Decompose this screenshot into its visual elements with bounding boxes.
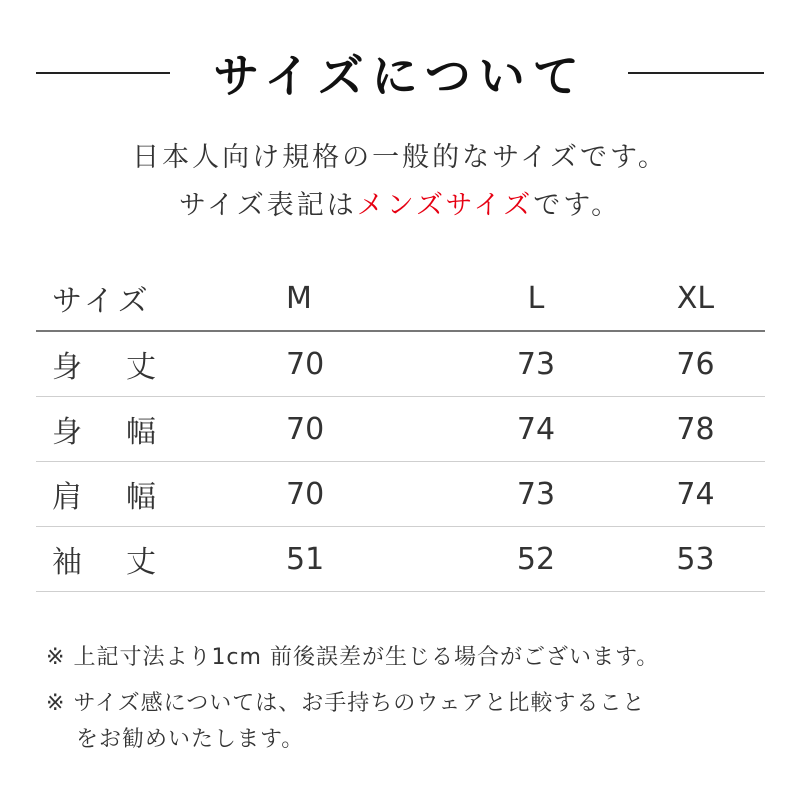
note-mark: ※ — [46, 691, 66, 716]
note-fit — [46, 686, 645, 717]
cell-m: 70 — [252, 397, 446, 462]
header-xl: XL — [626, 266, 765, 331]
cell-xl: 76 — [626, 331, 765, 397]
page-title: サイズについて — [213, 49, 587, 103]
cell-xl: 78 — [626, 397, 765, 462]
note-mark: ※ — [46, 645, 66, 670]
cell-xl: 53 — [626, 527, 765, 592]
cell-m: 70 — [252, 331, 446, 397]
table-row — [36, 462, 765, 527]
note-fit-continued: をお勧めいたします。 — [76, 727, 305, 752]
table-row — [36, 397, 765, 462]
note-tolerance-text: 上記寸法より1cm 前後誤差が生じる場合がございます。 — [73, 645, 660, 670]
row-label: 身幅 — [36, 397, 252, 462]
table-row — [36, 527, 765, 592]
cell-l: 74 — [446, 397, 626, 462]
note-fit-text-1: サイズ感については、お手持ちのウェアと比較すること — [73, 691, 646, 716]
intro-mens-size-highlight: メンズサイズ — [356, 190, 534, 221]
cell-l: 52 — [446, 527, 626, 592]
row-label: 肩幅 — [36, 462, 252, 527]
intro-line-2-before: サイズ表記は — [178, 190, 357, 221]
note-tolerance — [46, 640, 659, 671]
intro-line-1: 日本人向け規格の一般的なサイズです。 — [132, 142, 668, 173]
intro-line-2 — [0, 183, 800, 222]
size-table-header-row — [36, 266, 765, 331]
cell-m: 70 — [252, 462, 446, 527]
header-m: M — [252, 266, 446, 331]
cell-l: 73 — [446, 331, 626, 397]
size-table — [36, 266, 765, 592]
intro-line-2-after: です。 — [533, 190, 622, 221]
cell-xl: 74 — [626, 462, 765, 527]
header-size: サイズ — [36, 266, 252, 331]
title-row — [36, 38, 764, 102]
cell-l: 73 — [446, 462, 626, 527]
row-label: 袖丈 — [36, 527, 252, 592]
row-label: 身丈 — [36, 331, 252, 397]
title-divider-right — [628, 72, 764, 74]
table-row — [36, 331, 765, 397]
header-l: L — [446, 266, 626, 331]
cell-m: 51 — [252, 527, 446, 592]
